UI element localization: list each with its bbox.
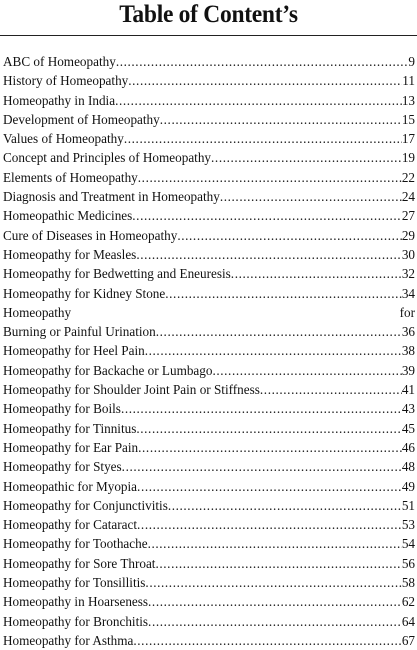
toc-dot-leader <box>211 148 402 167</box>
toc-entry[interactable] <box>3 438 415 457</box>
toc-page-number: 22 <box>401 169 415 185</box>
toc-page-number: 36 <box>401 324 415 340</box>
toc-entry[interactable] <box>3 554 415 573</box>
toc-entry-label: Homeopathy for Shoulder Joint Pain or Stiffness <box>3 382 260 398</box>
toc-entry-label: Homeopathy for Boils <box>3 401 121 417</box>
toc-entry[interactable] <box>3 187 415 206</box>
toc-dot-leader <box>116 52 409 71</box>
toc-dot-leader <box>220 187 402 206</box>
toc-dot-leader <box>136 245 402 264</box>
toc-page-number: 13 <box>401 92 415 108</box>
toc-page-number: 49 <box>401 478 415 494</box>
toc-entry-label: Homeopathy for Conjunctivitis <box>3 497 168 513</box>
toc-dot-leader <box>122 457 402 476</box>
toc-page-number: 30 <box>401 246 415 262</box>
toc-entry-label: Homeopathy for Tinnitus <box>3 420 137 436</box>
toc-entry[interactable] <box>3 592 415 611</box>
toc-dot-leader <box>148 534 402 553</box>
toc-entry-label: Elements of Homeopathy <box>3 169 138 185</box>
toc-entry[interactable] <box>3 534 415 553</box>
table-of-contents <box>3 52 415 650</box>
toc-entry-label: Homeopathy for Toothache <box>3 536 148 552</box>
toc-dot-leader <box>145 341 402 360</box>
toc-page-number: 24 <box>401 189 415 205</box>
toc-entry[interactable] <box>3 245 415 264</box>
toc-dot-leader <box>145 573 401 592</box>
toc-dot-leader <box>115 91 402 110</box>
toc-entry-wrapped-line1[interactable] <box>3 303 415 322</box>
toc-page-number: 53 <box>401 517 415 533</box>
toc-entry[interactable] <box>3 612 415 631</box>
toc-entry-wrapped-line2[interactable] <box>3 322 415 341</box>
toc-entry[interactable] <box>3 129 415 148</box>
toc-entry-label: Homeopathy for Cataract <box>3 517 138 533</box>
toc-entry[interactable] <box>3 457 415 476</box>
toc-entry[interactable] <box>3 52 415 71</box>
toc-entry-label: Diagnosis and Treatment in Homeopathy <box>3 189 220 205</box>
toc-dot-leader <box>136 419 401 438</box>
toc-dot-leader <box>121 399 402 418</box>
toc-entry-label: Homeopathy in Hoarseness <box>3 594 149 610</box>
toc-dot-leader <box>155 554 401 573</box>
toc-entry[interactable] <box>3 110 415 129</box>
toc-dot-leader <box>148 612 402 631</box>
toc-page-number: 27 <box>401 208 415 224</box>
toc-entry[interactable] <box>3 206 415 225</box>
toc-entry[interactable] <box>3 148 415 167</box>
toc-dot-leader <box>231 264 402 283</box>
toc-page-number: 29 <box>401 227 415 243</box>
toc-page-number: 41 <box>401 382 415 398</box>
toc-dot-leader <box>165 284 402 303</box>
toc-page-number: 58 <box>401 575 415 591</box>
toc-entry-label: Cure of Diseases in Homeopathy <box>3 227 178 243</box>
toc-entry-label: Homeopathy for Styes <box>3 459 122 475</box>
toc-page-number: 64 <box>401 613 415 629</box>
toc-page-number: 67 <box>401 632 415 648</box>
toc-page-number: 9 <box>408 54 415 69</box>
toc-entry-label: History of Homeopathy <box>3 73 129 89</box>
toc-entry-label: Homeopathic Medicines <box>3 208 133 224</box>
toc-entry-label: Concept and Principles of Homeopathy <box>3 150 212 166</box>
toc-dot-leader <box>124 129 402 148</box>
toc-entry-label: Homeopathy for Bedwetting and Eneuresis <box>3 266 231 282</box>
toc-entry[interactable] <box>3 419 415 438</box>
toc-dot-leader <box>212 361 401 380</box>
toc-dot-leader <box>168 496 402 515</box>
toc-entry-label: Homeopathy in India <box>3 92 116 108</box>
toc-entry-label: Homeopathy for Asthma <box>3 632 134 648</box>
toc-entry-label: Development of Homeopathy <box>3 111 160 127</box>
toc-entry-label: Homeopathy for Measles <box>3 246 137 262</box>
toc-entry-label: Homeopathy for Sore Throat <box>3 555 156 571</box>
toc-entry-label: Homeopathic for Myopia <box>3 478 138 494</box>
toc-entry-label: Homeopathy for Bronchitis <box>3 613 149 629</box>
toc-entry-label: Homeopathy for Tonsillitis <box>3 575 146 591</box>
toc-page-number: 34 <box>401 285 415 301</box>
toc-entry-label: Homeopathy for Kidney Stone <box>3 285 166 301</box>
toc-entry[interactable] <box>3 631 415 650</box>
toc-dot-leader <box>137 477 402 496</box>
toc-entry-label: ABC of Homeopathy <box>3 54 116 69</box>
toc-page-number: 19 <box>401 150 415 166</box>
toc-dot-leader <box>138 438 402 457</box>
toc-dot-leader <box>177 226 401 245</box>
toc-page-number: 51 <box>401 497 415 513</box>
toc-entry[interactable] <box>3 380 415 399</box>
toc-entry-label: Homeopathy for Backache or Lumbago <box>3 362 213 378</box>
toc-entry[interactable] <box>3 264 415 283</box>
title-divider <box>0 35 417 36</box>
toc-dot-leader <box>260 380 402 399</box>
toc-page-number: 39 <box>401 362 415 378</box>
toc-entry[interactable] <box>3 361 415 380</box>
toc-dot-leader <box>156 322 402 341</box>
toc-page-number: 38 <box>401 343 415 359</box>
toc-entry[interactable] <box>3 573 415 592</box>
toc-entry[interactable] <box>3 284 415 303</box>
toc-dot-leader <box>132 206 402 225</box>
toc-dot-leader <box>138 168 402 187</box>
toc-page-number: 45 <box>401 420 415 436</box>
toc-entry[interactable] <box>3 71 415 90</box>
toc-page-number: 62 <box>401 594 415 610</box>
toc-entry[interactable] <box>3 168 415 187</box>
toc-entry[interactable] <box>3 496 415 515</box>
toc-entry-label: Burning or Painful Urination <box>3 324 156 340</box>
toc-page-number: 56 <box>401 555 415 571</box>
toc-page-number: 54 <box>401 536 415 552</box>
toc-page-number: 32 <box>401 266 415 282</box>
toc-entry[interactable] <box>3 226 415 245</box>
toc-dot-leader <box>133 631 401 650</box>
toc-page-number: 15 <box>401 111 415 127</box>
toc-entry[interactable] <box>3 341 415 360</box>
toc-entry-label: Homeopathy for Heel Pain <box>3 343 145 359</box>
toc-page-number: 17 <box>401 131 415 147</box>
toc-entry[interactable] <box>3 477 415 496</box>
toc-entry-label: Homeopathy <box>3 304 72 320</box>
toc-entry-label: Homeopathy for Ear Pain <box>3 439 139 455</box>
toc-entry[interactable] <box>3 91 415 110</box>
toc-entry-label: Values of Homeopathy <box>3 131 124 147</box>
toc-dot-leader <box>148 592 402 611</box>
toc-page-number: 43 <box>401 401 415 417</box>
toc-page-number: 11 <box>402 73 415 89</box>
toc-page-number: 46 <box>401 439 415 455</box>
page-title: Table of Content’s <box>119 1 298 28</box>
toc-dot-leader <box>128 71 402 90</box>
toc-entry[interactable] <box>3 399 415 418</box>
toc-dot-leader <box>137 515 402 534</box>
toc-dot-leader <box>160 110 402 129</box>
toc-entry[interactable] <box>3 515 415 534</box>
toc-entry-label: for <box>399 304 415 320</box>
toc-page-number: 48 <box>401 459 415 475</box>
